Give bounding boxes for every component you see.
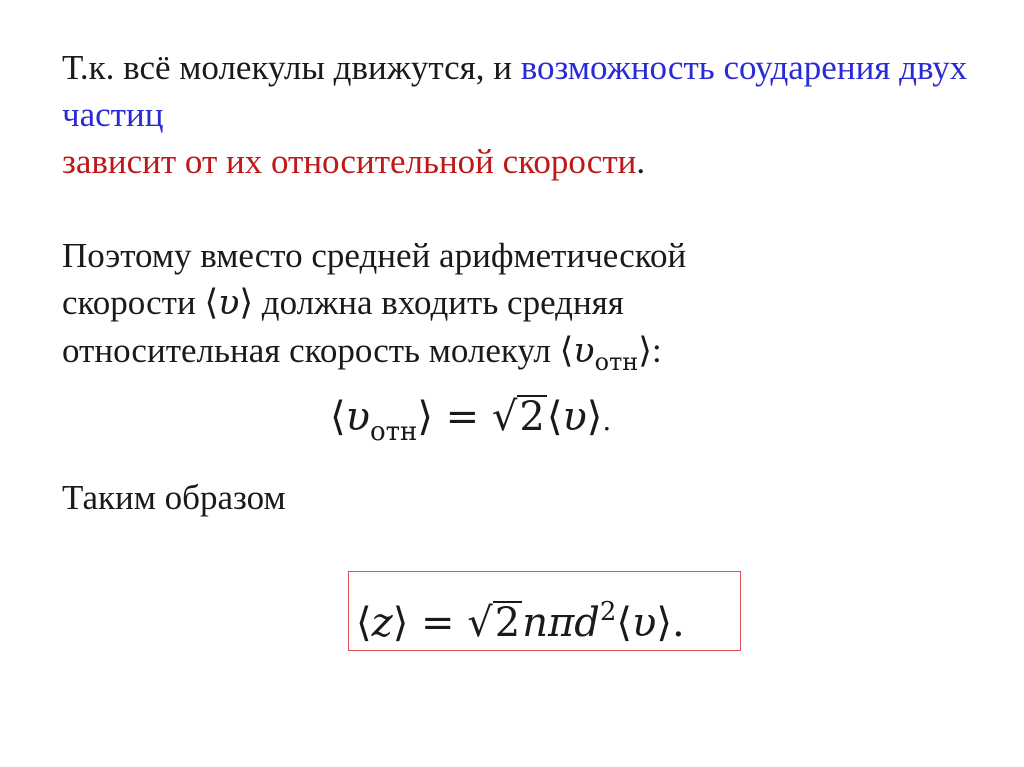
conclusion-text: Таким образом [62,478,286,517]
inline-mean-velocity: ⟨υ⟩ [204,283,254,323]
paragraph-motion [62,44,1024,185]
collision-possibility-text: возможность соударения двух частиц [62,48,968,134]
paragraph-mean-velocity-line3-start: относительная скорость молекул [62,331,560,370]
inline-relative-velocity: $⟨\upsilon_{отн}⟩$ [559,331,652,376]
collision-frequency-formula: ⟨z⟩ = √2nπd$^2$⟨υ⟩. [356,597,685,646]
paragraph-mean-velocity-colon: : [651,331,662,370]
relative-velocity-dependence-text: зависит от их относительной скорости [62,142,637,181]
paragraph-mean-velocity [62,232,686,386]
relative-velocity-formula: $⟨\upsilon_{отн}⟩$ = √2⟨υ⟩. [330,394,612,447]
sqrt-sign: √ [467,600,493,646]
paragraph-mean-velocity-line2-end: должна входить средняя [253,283,624,322]
paragraph-mean-velocity-line2-start: скорости [62,283,205,322]
paragraph-motion-intro: Т.к. всё молекулы движутся, и [62,48,521,87]
paragraph-mean-velocity-line1: Поэтому вместо средней арифметической [62,236,687,275]
sqrt-sign: √ [491,394,518,440]
paragraph-motion-period: . [636,142,646,181]
